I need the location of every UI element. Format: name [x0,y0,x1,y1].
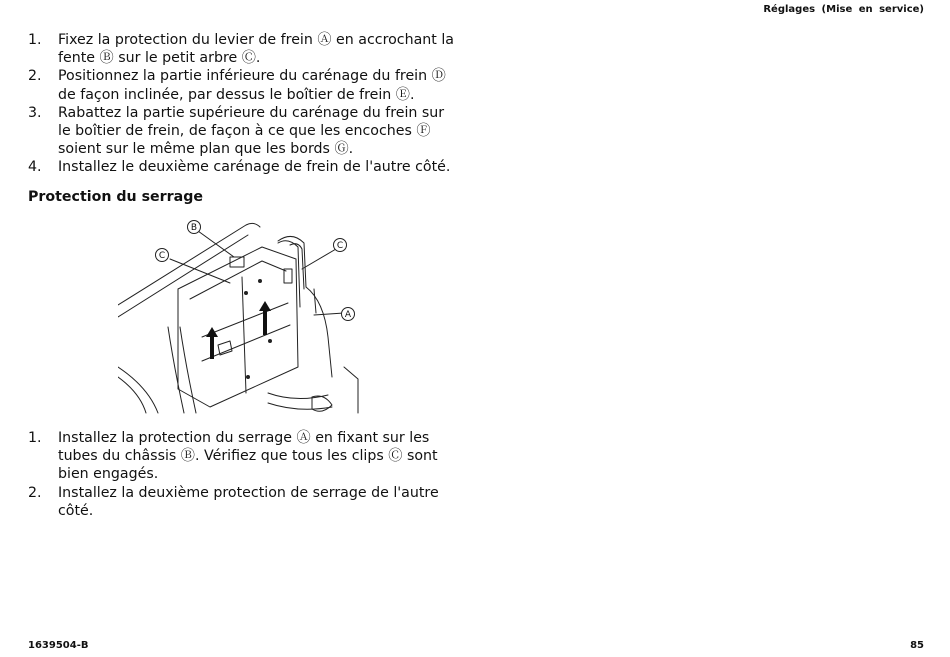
document-number: 1639504-B [28,640,89,651]
brake-steps-list [28,31,458,177]
step-text: Rabattez la partie supérieure du carénage du frein sur le boîtier de frein, de façon à ce que les encoches Ⓕ soient sur le même plan que les bords Ⓖ. [58,104,445,158]
page-number: 85 [910,640,924,651]
clamp-steps-list [28,429,458,520]
list-item [28,104,458,159]
step-number: 2. [28,68,42,85]
svg-text:A: A [344,310,352,321]
step-number: 4. [28,159,42,176]
list-item [28,158,458,176]
list-item [28,31,458,67]
svg-text:C: C [158,251,166,262]
step-text: Installez la deuxième protection de serrage de l'autre côté. [58,484,439,519]
callout-a [342,308,355,321]
callout-c-right [334,239,347,252]
list-item [28,484,458,520]
arrow-up-icon [259,301,271,335]
list-item [28,429,458,484]
svg-text:B: B [190,223,198,234]
callout-c-left [156,249,169,262]
svg-text:C: C [336,241,344,252]
step-text: Fixez la protection du levier de frein Ⓐ en accrochant la fente Ⓑ sur le petit arbre Ⓒ. [58,32,454,67]
list-item [28,67,458,103]
step-number: 3. [28,104,42,121]
callout-b [188,221,201,234]
step-number: 2. [28,484,42,501]
section-title: Protection du serrage [28,189,203,205]
running-header: Réglages (Mise en service) [763,4,924,15]
step-text: Positionnez la partie inférieure du carénage du frein Ⓓ de façon inclinée, par dessus le boîtier de frein Ⓔ. [58,68,446,103]
step-number: 1. [28,430,42,446]
step-text: Installez la protection du serrage Ⓐ en fixant sur les tubes du châssis Ⓑ. Vérifiez que tous les clips Ⓒ sont bien engagés. [58,430,438,483]
step-number: 1. [28,32,42,48]
step-text: Installez le deuxième carénage de frein de l'autre côté. [58,159,451,176]
clamp-protection-illustration [118,217,360,415]
